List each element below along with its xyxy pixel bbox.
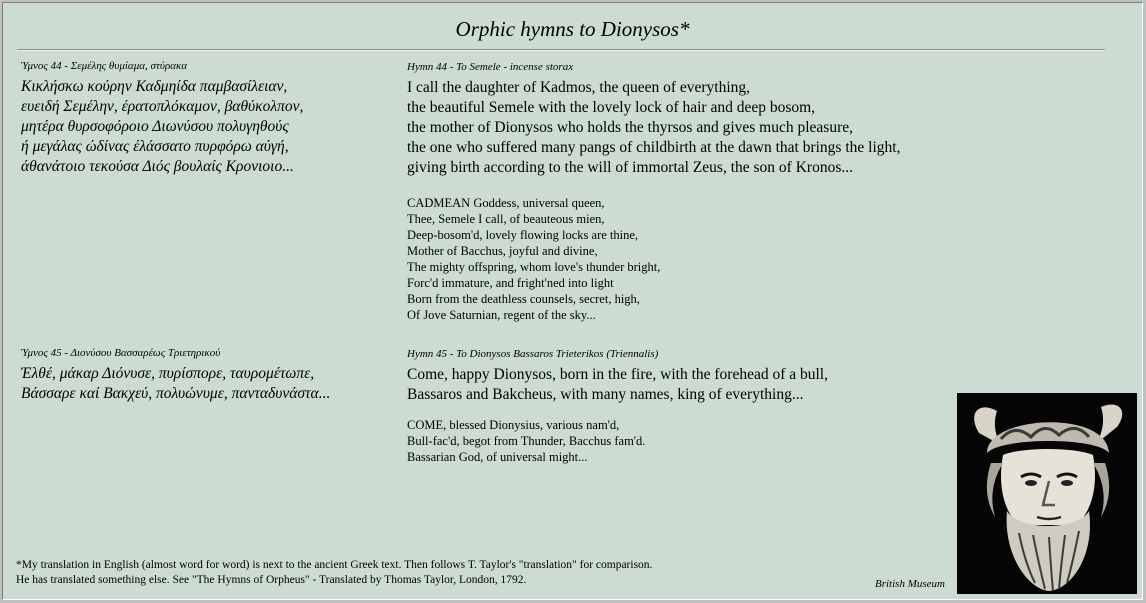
greek-line: άθανάτοιο τεκούσα Διός βουλαίς Κρονιοιο... [21, 158, 294, 175]
bust-illustration [957, 393, 1137, 594]
hymn44-greek-header: Ύμνος 44 - Σεμέλης θυμίαμα, στύρακα [21, 60, 188, 72]
hymn45-english-text [407, 365, 828, 405]
taylor-line: CADMEAN Goddess, universal queen, [407, 196, 605, 210]
taylor-line: Forc'd immature, and fright'ned into light [407, 276, 614, 290]
hymn44-greek-text [21, 77, 303, 177]
english-line: I call the daughter of Kadmos, the queen of everything, [407, 79, 751, 96]
taylor-line: Bassarian God, of universal might... [407, 450, 588, 464]
footer-note [16, 558, 652, 587]
dionysos-bust-image [957, 393, 1137, 594]
image-caption: British Museum [875, 578, 945, 590]
greek-line: Έλθέ, μάκαρ Διόνυσε, πυρίσπορε, ταυρομέτωπε, [21, 365, 315, 382]
english-line: giving birth according to the will of immortal Zeus, the son of Kronos... [407, 159, 853, 176]
taylor-line: Bull-fac'd, begot from Thunder, Bacchus fam'd. [407, 434, 646, 448]
english-line: the one who suffered many pangs of childbirth at the dawn that brings the light, [407, 139, 901, 156]
greek-line: μητέρα θυρσοφόροιο Διωνύσου πολυγηθούς [21, 118, 289, 135]
english-line: Come, happy Dionysos, born in the fire, with the forehead of a bull, [407, 366, 828, 383]
hymn45-taylor-text [407, 417, 645, 465]
greek-line: ή μεγάλας ώδίνας έλάσσατο πυρφόρω αύγή, [21, 138, 289, 155]
page-frame [2, 2, 1143, 600]
taylor-line: Deep-bosom'd, lovely flowing locks are thine, [407, 228, 639, 242]
taylor-line: The mighty offspring, whom love's thunder bright, [407, 260, 661, 274]
hymn45-greek-header: Ύμνος 45 - Διονύσου Βασσαρέως Τριετηρικού [21, 347, 221, 359]
taylor-line: Mother of Bacchus, joyful and divine, [407, 244, 598, 258]
footer-line: He has translated something else. See "The Hymns of Orpheus" - Translated by Thomas Taylor, London, 1792. [16, 573, 527, 586]
hymn44-english-header: Hymn 44 - To Semele - incense storax [407, 61, 574, 73]
footer-line: *My translation in English (almost word for word) is next to the ancient Greek text. Then follows T. Taylor's "translation" for comparison. [16, 559, 653, 571]
greek-line: Κικλήσκω κούρην Καδμηίδα παμβασίλειαν, [21, 78, 288, 95]
taylor-line: Born from the deathless counsels, secret, high, [407, 292, 640, 306]
greek-line: ευειδή Σεμέλην, έρατοπλόκαμον, βαθύκολπον, [21, 98, 304, 115]
hymn45-english-header: Hymn 45 - To Dionysos Bassaros Trieterikos (Triennalis) [407, 348, 659, 360]
page-title: Orphic hymns to Dionysos* [455, 17, 690, 41]
hymn45-greek-text [21, 364, 330, 404]
greek-line: Βάσσαρε καί Βακχεύ, πολυώνυμε, πανταδυνάστα... [21, 385, 331, 402]
taylor-line: Of Jove Saturnian, regent of the sky... [407, 308, 596, 322]
hymn44-taylor-text [407, 195, 660, 323]
hymn44-english-text [407, 78, 900, 178]
taylor-line: Thee, Semele I call, of beauteous mien, [407, 212, 605, 226]
english-line: Bassaros and Bakcheus, with many names, king of everything... [407, 386, 804, 403]
english-line: the mother of Dionysos who holds the thyrsos and gives much pleasure, [407, 119, 853, 136]
taylor-line: COME, blessed Dionysius, various nam'd, [407, 418, 620, 432]
title-divider [17, 49, 1105, 51]
english-line: the beautiful Semele with the lovely lock of hair and deep bosom, [407, 99, 816, 116]
